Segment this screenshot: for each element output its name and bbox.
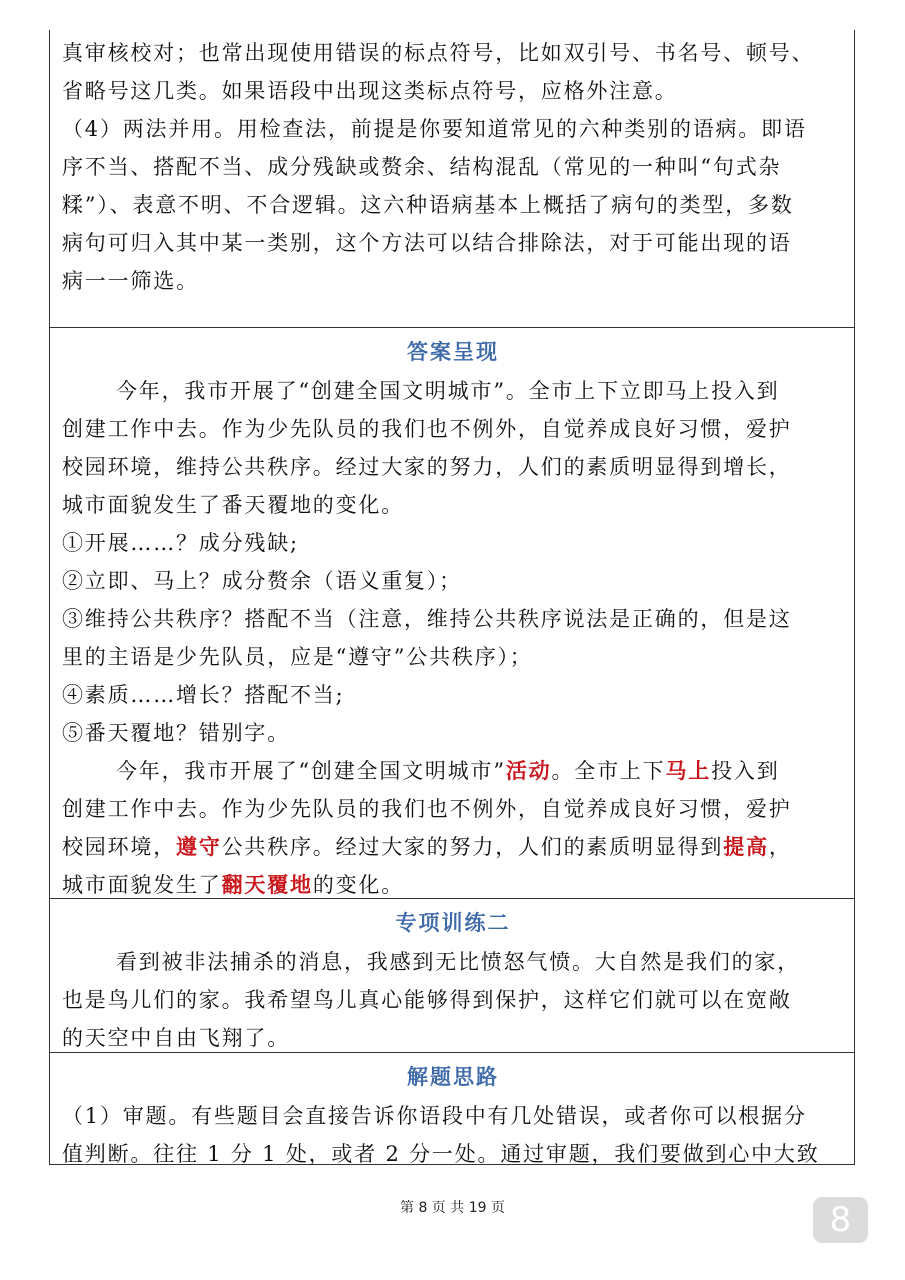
tips-continuation-box — [49, 30, 855, 328]
corrected-text: 公共秩序。经过大家的努力，人们的素质明显得到 — [221, 835, 724, 859]
text-line: 真审核校对；也常出现使用错误的标点符号，比如双引号、书名号、顿号、 — [62, 41, 815, 65]
correction-highlight: 马上 — [665, 758, 712, 783]
solution-box — [49, 1052, 855, 1165]
solution-line: （1）审题。有些题目会直接告诉你语段中有几处错误，或者你可以根据分 — [62, 1104, 807, 1128]
corrected-text: 的变化。 — [312, 873, 405, 897]
text-line: 糅”）、表意不明、不合逻辑。这六种语病基本上概括了病句的类型，多数 — [62, 193, 794, 217]
text-line: 病句可归入其中某一类别，这个方法可以结合排除法，对于可能出现的语 — [62, 231, 792, 255]
text-line: 省略号这几类。如果语段中出现这类标点符号，应格外注意。 — [62, 79, 678, 103]
solution-line: 值判断。往往 1 分 1 处，或者 2 分一处。通过审题，我们要做到心中大致 — [62, 1142, 820, 1166]
error-item: ③维持公共秩序？搭配不当（注意，维持公共秩序说法是正确的，但是这 — [62, 607, 792, 631]
correction-highlight: 遵守 — [176, 834, 222, 859]
text-line: 序不当、搭配不当、成分残缺或赘余、结构混乱（常见的一种叫“句式杂 — [62, 155, 782, 179]
corrected-paragraph-line — [62, 828, 844, 866]
error-item: ④素质……增长？搭配不当; — [62, 683, 345, 707]
corrected-text: ， — [768, 835, 792, 859]
training-line: 的天空中自由飞翔了。 — [62, 1026, 290, 1050]
text-line: 病一一筛选。 — [62, 269, 199, 293]
training-line: 也是鸟儿们的家。我希望鸟儿真心能够得到保护，这样它们就可以在宽敞 — [62, 988, 792, 1012]
corrected-text: 校园环境， — [62, 835, 176, 859]
correction-highlight: 提高 — [723, 834, 769, 859]
original-paragraph-line: 城市面貌发生了番天覆地的变化。 — [62, 493, 404, 517]
corrected-paragraph-line — [62, 752, 844, 790]
corrected-text: 今年，我市开展了“创建全国文明城市” — [116, 759, 506, 783]
original-paragraph-line: 创建工作中去。作为少先队员的我们也不例外，自觉养成良好习惯，爱护 — [62, 417, 792, 441]
corrected-text: 城市面貌发生了 — [62, 873, 222, 897]
corrected-text: 。全市上下 — [551, 759, 666, 783]
correction-highlight: 活动 — [505, 758, 552, 783]
original-paragraph-line: 今年，我市开展了“创建全国文明城市”。全市上下立即马上投入到 — [116, 379, 780, 403]
page-number-badge: 8 — [813, 1197, 868, 1243]
error-item: ②立即、马上？成分赘余（语义重复）； — [62, 569, 462, 593]
answer-heading: 答案呈现 — [407, 339, 499, 364]
text-line: （4）两法并用。用检查法，前提是你要知道常见的六种类别的语病。即语 — [62, 117, 807, 141]
training-heading: 专项训练二 — [395, 910, 511, 935]
training-line: 看到被非法捕杀的消息，我感到无比愤怒气愤。大自然是我们的家， — [116, 950, 800, 974]
error-item: ①开展……？成分残缺; — [62, 531, 299, 555]
training-box — [49, 898, 855, 1053]
correction-highlight: 翻天覆地 — [221, 872, 313, 897]
corrected-text: 投入到 — [711, 759, 780, 783]
error-item: 里的主语是少先队员，应是“遵守”公共秩序）； — [62, 645, 533, 669]
answer-box — [49, 327, 855, 899]
solution-heading: 解题思路 — [407, 1064, 499, 1089]
original-paragraph-line: 校园环境，维持公共秩序。经过大家的努力，人们的素质明显得到增长， — [62, 455, 792, 479]
page-footer: 第 8 页 共 19 页 — [400, 1200, 505, 1216]
corrected-paragraph-line: 创建工作中去。作为少先队员的我们也不例外，自觉养成良好习惯，爱护 — [62, 797, 792, 821]
error-item: ⑤番天覆地？错别字。 — [62, 721, 290, 745]
